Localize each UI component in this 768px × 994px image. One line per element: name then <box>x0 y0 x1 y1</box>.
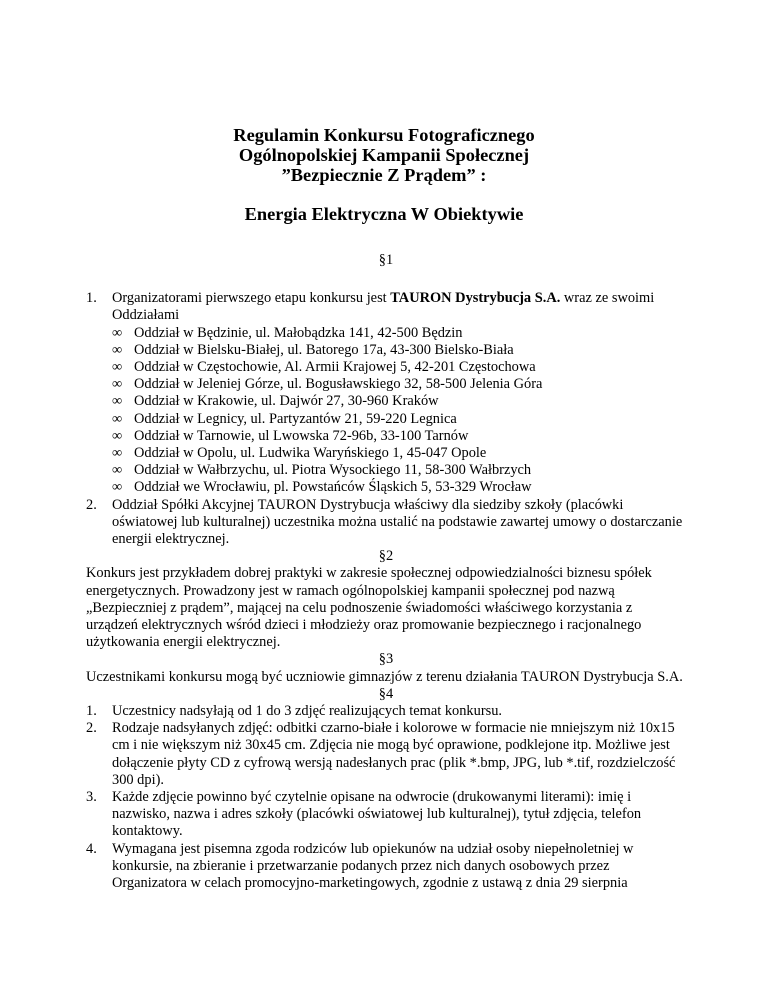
s4-item-4-number: 4. <box>86 840 97 857</box>
list-item: ∞ Oddział w Wałbrzychu, ul. Piotra Wysockiego 11, 58-300 Wałbrzych <box>112 462 532 479</box>
title-line-1: Regulamin Konkursu Fotograficznego <box>233 125 535 145</box>
bullet-icon: ∞ <box>112 410 123 427</box>
section-2-text: Konkurs jest przykładem dobrej praktyki w zakresie społecznej odpowiedzialności biznesu spółek energetycznych. Prowadzony jest w ramach ogólnopolskiej kampanii społecznej pod nazwą „Bezpieczniej z prądem”, mającej na celu podnoszenie świadomości właściwego korzystania z urządzeń elektrycznych wśród dzieci i młodzieży oraz promowanie bezpiecznego i racjonalnego użytkowania energii elektrycznej. <box>86 565 652 651</box>
bullet-icon: ∞ <box>112 445 123 462</box>
bullet-icon: ∞ <box>112 324 123 341</box>
bullet-icon: ∞ <box>112 376 123 393</box>
bullet-icon: ∞ <box>112 427 123 444</box>
list-item: ∞ Oddział w Krakowie, ul. Dajwór 27, 30-960 Kraków <box>112 393 439 410</box>
section-3-mark: §3 <box>378 651 394 668</box>
section-1-mark: §1 <box>378 252 394 268</box>
list-item: ∞ Oddział w Opolu, ul. Ludwika Waryńskiego 1, 45-047 Opole <box>112 445 487 462</box>
list-item: ∞ Oddział w Częstochowie, Al. Armii Krajowej 5, 42-201 Częstochowa <box>112 359 536 375</box>
title-line-2: Ogólnopolskiej Kampanii Społecznej <box>238 145 530 165</box>
list-item: ∞ Oddział we Wrocławiu, pl. Powstańców Śląskich 5, 53-329 Wrocław <box>112 479 532 496</box>
list-item: ∞ Oddział w Będzinie, ul. Małobądzka 141, 42-500 Będzin <box>112 324 463 341</box>
document-title <box>0 125 768 185</box>
bullet-icon: ∞ <box>112 479 123 496</box>
document-subtitle: Energia Elektryczna W Obiektywie <box>244 204 524 224</box>
s4-item-3-text: Każde zdjęcie powinno być czytelnie opisane na odwrocie (drukowanymi literami): imię i nazwisko, nazwa i adres szkoły (placówki oświatowej lub kulturalnej), tytuł zdjęcia, telefon kontaktowy. <box>112 789 642 840</box>
bullet-icon: ∞ <box>112 359 123 375</box>
s4-item-1-text: Uczestnicy nadsyłają od 1 do 3 zdjęć realizujących temat konkursu. <box>112 703 503 720</box>
bullet-icon: ∞ <box>112 462 123 479</box>
s4-item-2-number: 2. <box>86 720 97 737</box>
s4-item-2-text: Rodzaje nadsyłanych zdjęć: odbitki czarno-białe i kolorowe w formacie nie mniejszym niż 10x15 cm i nie większym niż 30x45 cm. Zdjęcia nie mogą być oprawione, podklejone itp. Możliwe jest dołączenie płyty CD z cyfrową wersją nadesłanych prac (plik *.bmp, JPG, lub *.tif, rozdzielczość 300 dpi). <box>112 720 676 788</box>
s1-item-2 <box>86 497 686 549</box>
s1-item-1-text-before: Organizatorami pierwszego etapu konkursu jest <box>112 290 391 307</box>
bullet-icon: ∞ <box>112 393 123 410</box>
s4-item-4-text: Wymagana jest pisemna zgoda rodziców lub opiekunów na udział osoby niepełnoletniej w konkursie, na zbieranie i przetwarzanie podanych przez nich danych osobowych przez Organizatora w celach promocyjno-marketingowych, zgodnie z ustawą z dnia 29 sierpnia <box>112 840 634 892</box>
list-item: ∞ Oddział w Bielsku-Białej, ul. Batorego 17a, 43-300 Bielsko-Biała <box>112 341 514 358</box>
branch-list <box>112 325 686 497</box>
s4-item-1 <box>86 703 686 720</box>
list-item: ∞ Oddział w Jeleniej Górze, ul. Bogusławskiego 32, 58-500 Jelenia Góra <box>112 376 543 393</box>
section-3-text: Uczestnikami konkursu mogą być uczniowie gimnazjów z terenu działania TAURON Dystrybucja S.A. <box>86 668 683 685</box>
s4-item-1-number: 1. <box>86 703 97 720</box>
s4-item-3-number: 3. <box>86 789 97 806</box>
s1-item-1-text-after: wraz ze swoimi Oddziałami <box>112 290 655 324</box>
section-2-mark: §2 <box>378 548 394 565</box>
document-body <box>86 252 686 892</box>
s1-item-1-number: 1. <box>86 290 97 307</box>
s1-item-1 <box>86 290 686 496</box>
bullet-icon: ∞ <box>112 341 123 358</box>
s1-item-2-number: 2. <box>86 496 97 513</box>
s4-item-2 <box>86 720 686 789</box>
s4-item-3 <box>86 789 686 841</box>
section-4-mark: §4 <box>378 685 394 702</box>
s1-item-1-organizer: TAURON Dystrybucja S.A. <box>390 290 561 307</box>
list-item: ∞ Oddział w Tarnowie, ul Lwowska 72-96b, 33-100 Tarnów <box>112 427 469 444</box>
s4-item-4 <box>86 841 686 893</box>
title-line-3: ”Bezpiecznie Z Prądem” : <box>281 165 487 185</box>
s1-item-2-text: Oddział Spółki Akcyjnej TAURON Dystrybucja właściwy dla siedziby szkoły (placówki oświatowej lub kulturalnej) uczestnika można ustalić na podstawie zawartej umowy o dostarczanie energii elektrycznej. <box>112 496 683 548</box>
list-item: ∞ Oddział w Legnicy, ul. Partyzantów 21, 59-220 Legnica <box>112 410 457 427</box>
